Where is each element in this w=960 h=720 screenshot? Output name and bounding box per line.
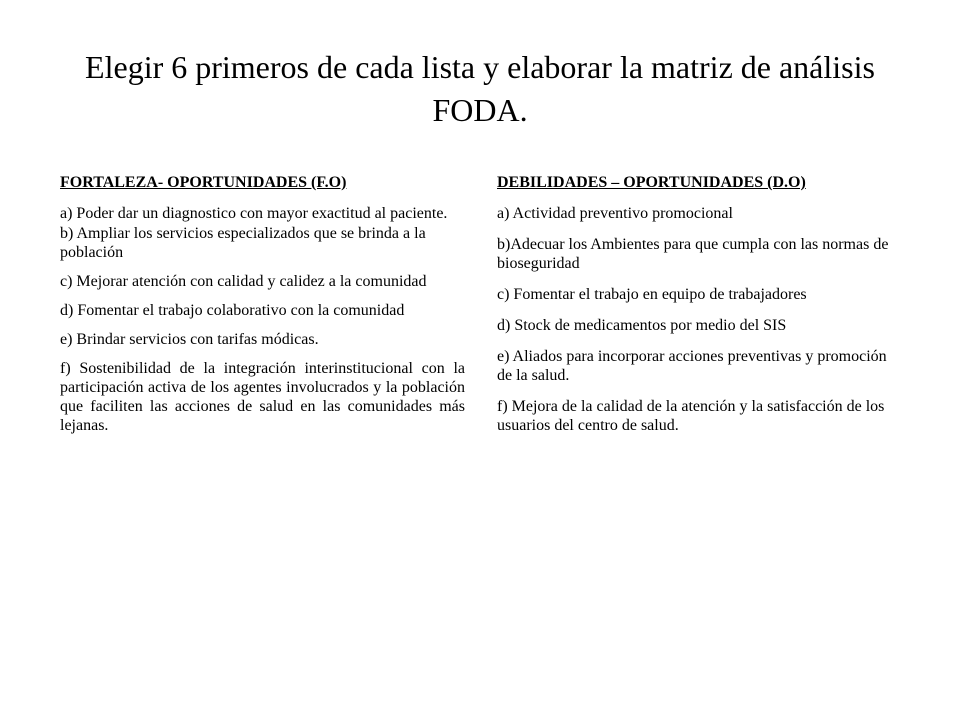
do-item-d: d) Stock de medicamentos por medio del SIS — [497, 317, 787, 334]
fo-item-d: d) Fomentar el trabajo colaborativo con la comunidad — [60, 302, 405, 319]
fo-item-e: e) Brindar servicios con tarifas módicas. — [60, 331, 319, 348]
slide-title: Elegir 6 primeros de cada lista y elaborar la matriz de análisis FODA. — [85, 49, 875, 128]
do-item-a: a) Actividad preventivo promocional — [497, 205, 733, 222]
fo-item-b: b) Ampliar los servicios especializados que se brinda a la población — [60, 225, 426, 261]
do-item-e: e) Aliados para incorporar acciones preventivas y promoción de la salud. — [497, 348, 887, 384]
do-item-f: f) Mejora de la calidad de la atención y la satisfacción de los usuarios del centro de salud. — [497, 398, 885, 434]
do-column — [497, 173, 902, 447]
do-item-b: b)Adecuar los Ambientes para que cumpla con las normas de bioseguridad — [497, 236, 889, 272]
fo-list — [60, 204, 465, 435]
do-list — [497, 204, 902, 435]
fo-item-c: c) Mejorar atención con calidad y calidez a la comunidad — [60, 273, 427, 290]
do-heading: DEBILIDADES – OPORTUNIDADES (D.O) — [497, 174, 806, 191]
do-item-c: c) Fomentar el trabajo en equipo de trabajadores — [497, 286, 807, 303]
fo-item-f: f) Sostenibilidad de la integración interinstitucional con la participación activa de los agentes involucrados y la población que faciliten las acciones de salud en las comunidades más lejanas. — [60, 360, 465, 434]
fo-heading: FORTALEZA- OPORTUNIDADES (F.O) — [60, 174, 347, 191]
fo-column — [60, 173, 465, 445]
fo-item-a: a) Poder dar un diagnostico con mayor exactitud al paciente. — [60, 205, 448, 222]
